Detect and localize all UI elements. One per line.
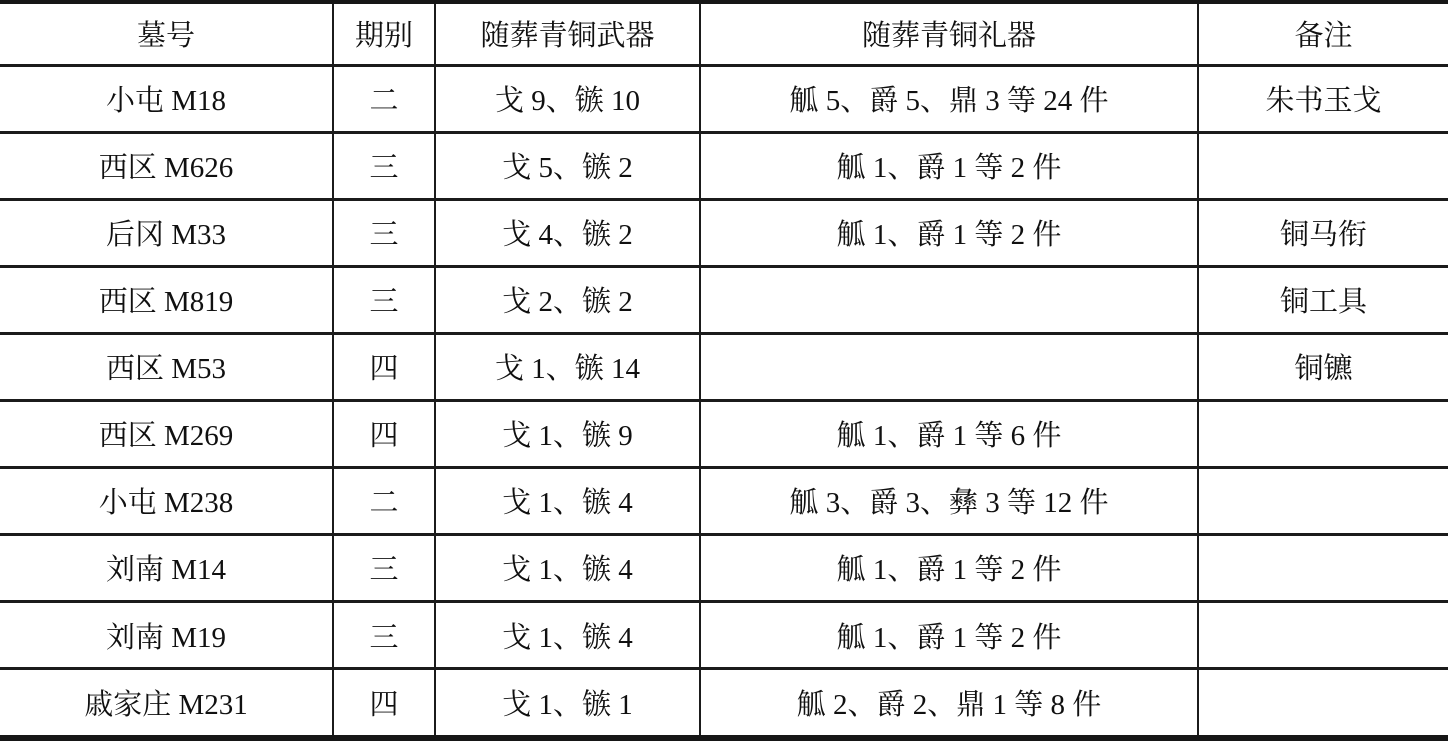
tomb-cell: 西区 M819 — [0, 266, 333, 333]
table-row — [0, 333, 1448, 400]
weapons-cell: 戈 1、镞 9 — [435, 400, 700, 467]
weapons-cell: 戈 5、镞 2 — [435, 132, 700, 199]
period-cell: 三 — [333, 132, 435, 199]
column-header-weapons: 随葬青铜武器 — [435, 2, 700, 65]
note-cell — [1198, 602, 1448, 669]
table-row — [0, 266, 1448, 333]
ritual-cell: 觚 3、爵 3、彝 3 等 12 件 — [700, 467, 1198, 534]
weapons-cell: 戈 9、镞 10 — [435, 65, 700, 132]
column-header-tomb: 墓号 — [0, 2, 333, 65]
period-cell: 三 — [333, 534, 435, 601]
note-cell: 铜工具 — [1198, 266, 1448, 333]
table-row — [0, 199, 1448, 266]
column-header-period: 期别 — [333, 2, 435, 65]
period-cell: 三 — [333, 199, 435, 266]
note-cell — [1198, 400, 1448, 467]
ritual-cell: 觚 1、爵 1 等 6 件 — [700, 400, 1198, 467]
tomb-cell: 西区 M53 — [0, 333, 333, 400]
note-cell — [1198, 669, 1448, 738]
ritual-cell — [700, 333, 1198, 400]
column-header-note: 备注 — [1198, 2, 1448, 65]
table-row — [0, 534, 1448, 601]
weapons-cell: 戈 2、镞 2 — [435, 266, 700, 333]
header-row — [0, 2, 1448, 65]
period-cell: 四 — [333, 669, 435, 738]
note-cell: 朱书玉戈 — [1198, 65, 1448, 132]
table-row — [0, 602, 1448, 669]
table-row — [0, 65, 1448, 132]
ritual-cell: 觚 1、爵 1 等 2 件 — [700, 132, 1198, 199]
ritual-cell: 觚 2、爵 2、鼎 1 等 8 件 — [700, 669, 1198, 738]
tomb-cell: 刘南 M19 — [0, 602, 333, 669]
ritual-cell: 觚 1、爵 1 等 2 件 — [700, 199, 1198, 266]
weapons-cell: 戈 1、镞 4 — [435, 534, 700, 601]
period-cell: 三 — [333, 602, 435, 669]
period-cell: 四 — [333, 400, 435, 467]
tomb-cell: 小屯 M18 — [0, 65, 333, 132]
period-cell: 二 — [333, 65, 435, 132]
tomb-cell: 西区 M269 — [0, 400, 333, 467]
table-row — [0, 132, 1448, 199]
ritual-cell: 觚 5、爵 5、鼎 3 等 24 件 — [700, 65, 1198, 132]
ritual-cell: 觚 1、爵 1 等 2 件 — [700, 534, 1198, 601]
tomb-cell: 戚家庄 M231 — [0, 669, 333, 738]
note-cell — [1198, 467, 1448, 534]
period-cell: 四 — [333, 333, 435, 400]
ritual-cell — [700, 266, 1198, 333]
note-cell: 铜镳 — [1198, 333, 1448, 400]
tomb-cell: 小屯 M238 — [0, 467, 333, 534]
table-row — [0, 669, 1448, 738]
weapons-cell: 戈 1、镞 14 — [435, 333, 700, 400]
note-cell — [1198, 534, 1448, 601]
tomb-cell: 后冈 M33 — [0, 199, 333, 266]
weapons-cell: 戈 1、镞 1 — [435, 669, 700, 738]
period-cell: 三 — [333, 266, 435, 333]
weapons-cell: 戈 1、镞 4 — [435, 467, 700, 534]
period-cell: 二 — [333, 467, 435, 534]
column-header-ritual: 随葬青铜礼器 — [700, 2, 1198, 65]
weapons-cell: 戈 4、镞 2 — [435, 199, 700, 266]
table-row — [0, 400, 1448, 467]
tomb-cell: 西区 M626 — [0, 132, 333, 199]
weapons-cell: 戈 1、镞 4 — [435, 602, 700, 669]
note-cell — [1198, 132, 1448, 199]
table-row — [0, 467, 1448, 534]
note-cell: 铜马衔 — [1198, 199, 1448, 266]
ritual-cell: 觚 1、爵 1 等 2 件 — [700, 602, 1198, 669]
tomb-cell: 刘南 M14 — [0, 534, 333, 601]
